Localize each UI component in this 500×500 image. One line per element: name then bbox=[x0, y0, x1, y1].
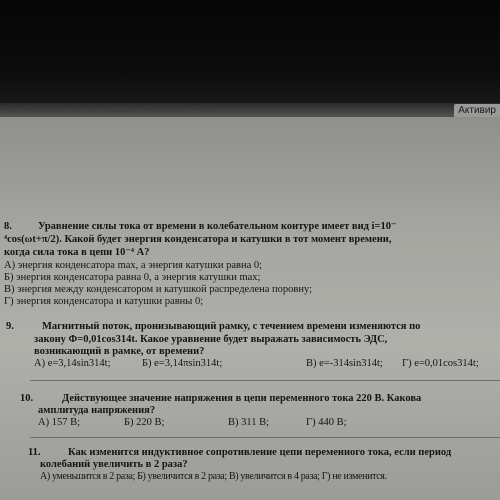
activate-button[interactable]: Активир bbox=[454, 104, 500, 117]
question-text-line-2: колебаний увеличить в 2 раза? bbox=[40, 459, 188, 470]
question-number: 10. bbox=[20, 393, 34, 404]
question-text-line-2: закону Φ=0,01cos314t. Какое уравнение будет выражать зависимость ЭДС, bbox=[34, 334, 388, 345]
divider bbox=[30, 437, 500, 438]
divider bbox=[30, 380, 500, 381]
option-b: Б) энергия конденсатора равна 0, а энергия катушки max; bbox=[4, 272, 261, 283]
option-b: Б) 220 В; bbox=[124, 417, 165, 428]
question-number: 11. bbox=[28, 447, 41, 458]
question-text-line-1: Действующее значение напряжения в цепи переменного тока 220 В. Какова bbox=[62, 393, 422, 404]
option-a: А) e=3,14sin314t; bbox=[34, 358, 111, 369]
question-number: 9. bbox=[6, 321, 14, 332]
dark-top-area bbox=[0, 0, 500, 108]
option-c: В) энергия между конденсатором и катушкой распределена поровну; bbox=[4, 284, 312, 295]
option-d: Г) 440 В; bbox=[306, 417, 347, 428]
question-text-line-1: Уравнение силы тока от времени в колебательном контуре имеет вид i=10⁻ bbox=[38, 221, 397, 232]
question-text-line-2: ⁴cos(ωt+π/2). Какой будет энергия конденсатора и катушки в тот момент времени, bbox=[4, 234, 392, 245]
bleed-text: тем отношения, так как предмет отношения... тексте ... bbox=[2, 104, 232, 114]
question-text-line-3: возникающий в рамке, от времени? bbox=[34, 346, 205, 357]
question-text-line-2: амплитуда напряжения? bbox=[38, 405, 156, 416]
option-a: А) 157 В; bbox=[38, 417, 80, 428]
question-number: 8. bbox=[4, 221, 12, 232]
option-b: Б) e=3,14πsin314t; bbox=[142, 358, 223, 369]
question-text-line-1: Магнитный поток, пронизывающий рамку, с течением времени изменяются по bbox=[42, 321, 421, 332]
printed-page bbox=[0, 117, 500, 500]
option-d: Г) e=0,01cos314t; bbox=[402, 358, 479, 369]
option-c: В) e=-314sin314t; bbox=[306, 358, 383, 369]
option-c: В) 311 В; bbox=[228, 417, 270, 428]
option-d: Г) энергия конденсатора и катушки равны 0; bbox=[4, 296, 204, 307]
option-a: А) энергия конденсатора max, а энергия катушки равна 0; bbox=[4, 260, 263, 271]
question-text-line-3: когда сила тока в цепи 10⁻⁴ А? bbox=[4, 247, 150, 258]
question-text-line-1: Как изменится индуктивное сопротивление цепи переменного тока, если период bbox=[68, 447, 452, 458]
options-line: А) уменьшится в 2 раза; Б) увеличится в 2 раза; В) увеличится в 4 раза; Г) не изменится. bbox=[40, 471, 387, 482]
